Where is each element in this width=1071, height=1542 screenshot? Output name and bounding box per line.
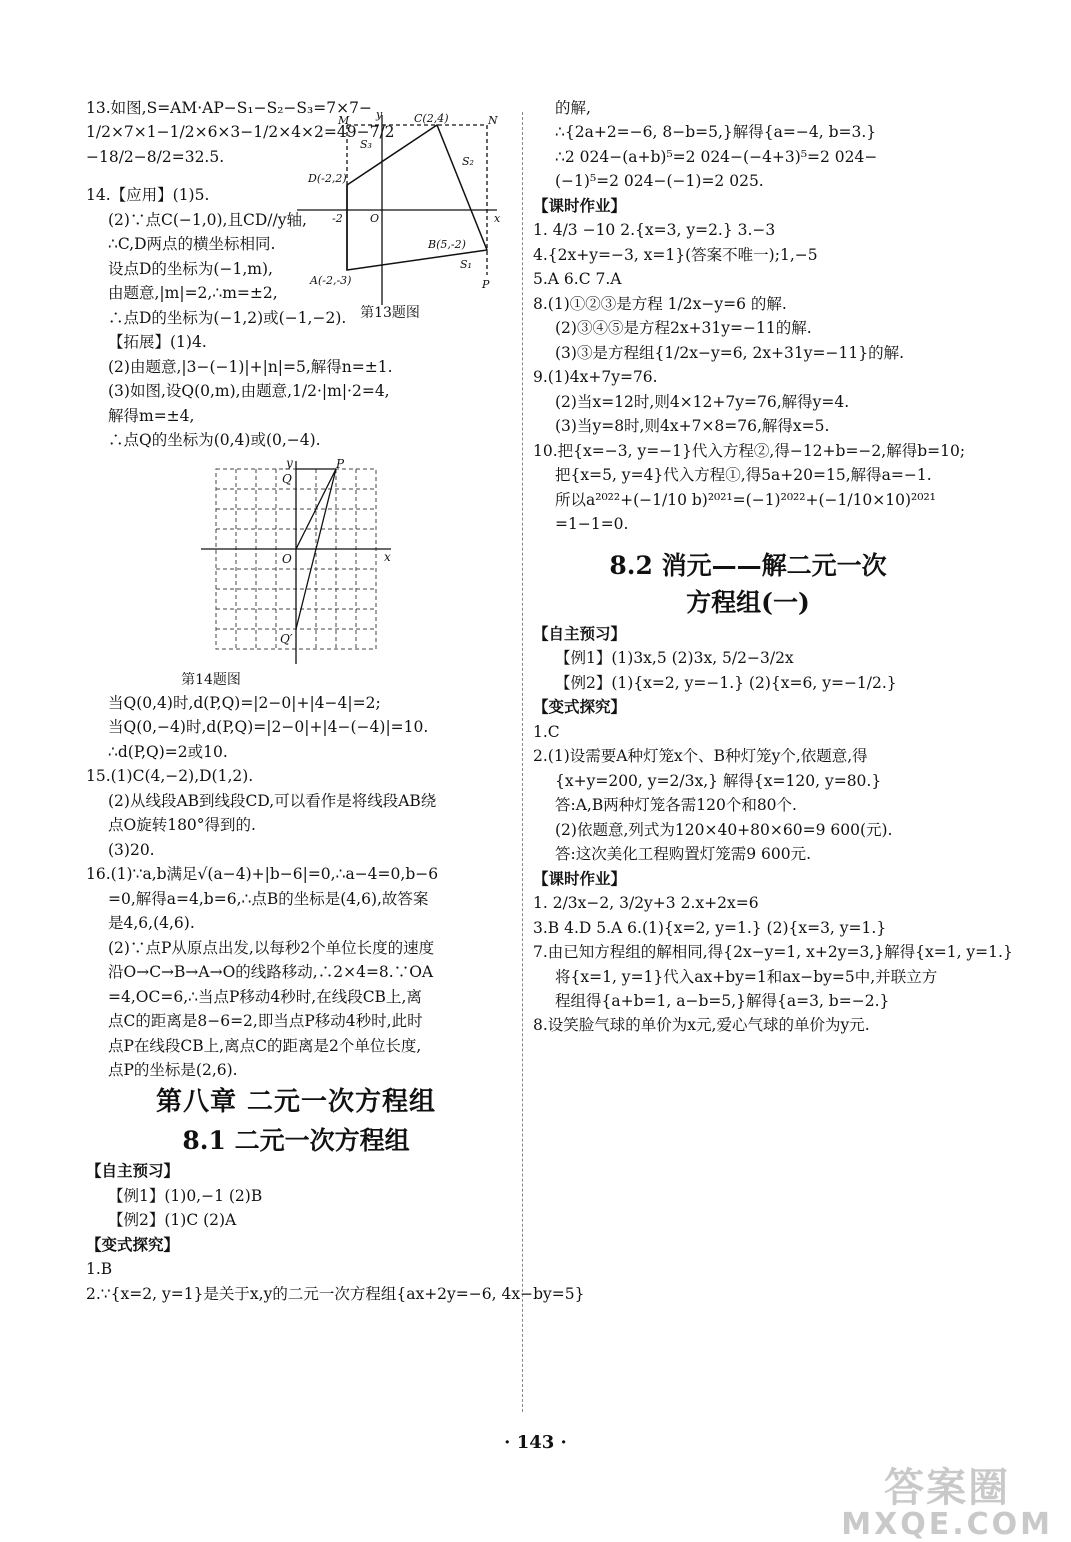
right-column [533, 96, 1013, 1038]
q14-line13: 当Q(0,−4)时,d(P,Q)=|2−0|+|4−(−4)|=10. [108, 718, 429, 737]
q16-line7: 点C的距离是8−6=2,即当点P移动4秒时,此时 [108, 1012, 423, 1031]
v2c: 答:A,B两种灯笼各需120个和80个. [555, 796, 797, 815]
q16-line1: 16.(1)∵a,b满足√(a−4)+|b−6|=0,∴a−4=0,b−6 [86, 865, 439, 884]
k10a: 10.把{x=−3, y=−1}代入方程②,得−12+b=−2,解得b=10; [533, 441, 966, 460]
q16-line8: 点P在线段CB上,离点C的距离是2个单位长度, [108, 1036, 422, 1055]
fig14-x-label: x [384, 549, 391, 564]
bianshi-heading-2: 【变式探究】 [533, 697, 627, 717]
q14-line3: ∴C,D两点的横坐标相同. [108, 235, 276, 254]
example-1: 【例1】(1)0,−1 (2)B [108, 1186, 263, 1205]
q14-line1: 14.【应用】(1)5. [86, 186, 210, 205]
bianshi-heading: 【变式探究】 [86, 1234, 180, 1254]
q15-line3: 点O旋转180°得到的. [108, 816, 256, 835]
r-line3: ∴2 024−(a+b)⁵=2 024−(−4+3)⁵=2 024− [555, 147, 878, 166]
v2b: {x+y=200, y=2/3x,} 解得{x=120, y=80.} [555, 771, 882, 790]
k8c: (3)③是方程组{1/2x−y=6, 2x+31y=−11}的解. [555, 343, 905, 362]
fig14-q-label: Q [282, 471, 292, 486]
k10b: 把{x=5, y=4}代入方程①,得5a+20=15,解得a=−1. [555, 466, 932, 485]
q16-line5: 沿O→C→B→A→O的线路移动,∴2×4=8.∵OA [108, 963, 434, 982]
q14-line4: 设点D的坐标为(−1,m), [108, 259, 273, 278]
q14-line7: 【拓展】(1)4. [108, 333, 207, 352]
section-8-1-title: 8.1 二元一次方程组 [182, 1125, 410, 1155]
figure-14 [196, 459, 396, 669]
q13-line3: −18/2−8/2=32.5. [86, 147, 225, 166]
v2a: 2.(1)设需要A种灯笼x个、B种灯笼y个,依题意,得 [533, 747, 868, 766]
e1: 【例1】(1)3x,5 (2)3x, 5/2−3/2x [555, 649, 794, 668]
c8: 8.设笑脸气球的单价为x元,爱心气球的单价为y元. [533, 1016, 870, 1035]
r-line2: ∴{2a+2=−6, 8−b=5,}解得{a=−4, b=3.} [555, 123, 877, 142]
fig13-y-label: y [376, 110, 383, 121]
page-number: · 143 · [504, 1432, 567, 1453]
v1: 1.C [533, 722, 560, 741]
k9c: (3)当y=8时,则4x+7×8=76,解得x=5. [555, 417, 830, 436]
q15-line4: (3)20. [108, 840, 155, 859]
column-divider [522, 112, 523, 1412]
fig14-p-label: P [336, 458, 345, 471]
fig13-d-label: D(-2,2) [308, 172, 347, 185]
figure-13 [292, 110, 502, 310]
r-line4: (−1)⁵=2 024−(−1)=2 025. [555, 172, 764, 191]
watermark-line1: 答案圈 [884, 1465, 1011, 1511]
k5: 5.A 6.C 7.A [533, 270, 622, 289]
keshi-heading-2: 【课时作业】 [533, 868, 627, 888]
keshi-heading-1: 【课时作业】 [533, 195, 627, 215]
c7a: 7.由已知方程组的解相同,得{2x−y=1, x+2y=3,}解得{x=1, y=1.} [533, 943, 1013, 962]
c1: 1. 2/3x−2, 3/2y+3 2.x+2x=6 [533, 894, 759, 913]
q13-line1: 13.如图,S=AM·AP−S₁−S₂−S₃=7×7− [86, 99, 372, 117]
fig13-s3-label: S₃ [360, 138, 372, 151]
k9a: 9.(1)4x+7y=76. [533, 368, 658, 387]
q14-line10: 解得m=±4, [108, 406, 195, 425]
q15-line2: (2)从线段AB到线段CD,可以看作是将线段AB绕 [108, 791, 437, 810]
fig13-x-label: x [494, 212, 501, 225]
variant-1: 1.B [86, 1260, 113, 1279]
example-2: 【例2】(1)C (2)A [108, 1211, 237, 1230]
q16-line9: 点P的坐标是(2,6). [108, 1061, 238, 1080]
watermark-line2: MXQE.COM [841, 1507, 1053, 1542]
fig13-s1-label: S₁ [460, 258, 472, 271]
c7b: 将{x=1, y=1}代入ax+by=1和ax−by=5中,并联立方 [555, 967, 938, 986]
fig14-origin-label: O [282, 551, 292, 566]
q14-line6: ∴点D的坐标为(−1,2)或(−1,−2). [108, 308, 347, 327]
q16-line2: =0,解得a=4,b=6,∴点B的坐标是(4,6),故答案 [108, 889, 429, 908]
q14-line11: ∴点Q的坐标为(0,4)或(0,−4). [108, 431, 321, 450]
q16-line4: (2)∵点P从原点出发,以每秒2个单位长度的速度 [108, 938, 435, 957]
v2d: (2)依题意,列式为120×40+80×60=9 600(元). [555, 820, 893, 839]
fig13-b-label: B(5,-2) [428, 238, 466, 251]
fig14-caption: 第14题图 [181, 671, 241, 688]
q14-line5: 由题意,|m|=2,∴m=±2, [108, 284, 278, 303]
fig13-a-label: A(-2,-3) [310, 274, 352, 287]
fig13-origin-label: O [370, 212, 380, 225]
k8a: 8.(1)①②③是方程 1/2x−y=6 的解. [533, 294, 787, 313]
k10c: 所以a²⁰²²+(−1/10 b)²⁰²¹=(−1)²⁰²²+(−1/10×10)²⁰²¹ [555, 490, 936, 509]
k4: 4.{2x+y=−3, x=1}(答案不唯一);1,−5 [533, 245, 818, 264]
q14-line8: (2)由题意,|3−(−1)|+|n|=5,解得n=±1. [108, 357, 393, 376]
v2e: 答:这次美化工程购置灯笼需9 600元. [555, 845, 812, 864]
section-8-2-title-line1: 8.2 消元——解二元一次 [609, 550, 887, 580]
r-line1: 的解, [555, 99, 591, 117]
fig13-minus2-label: -2 [332, 212, 343, 225]
c3: 3.B 4.D 5.A 6.(1){x=2, y=1.} (2){x=3, y=1.} [533, 918, 887, 937]
q16-line3: 是4,6,(4,6). [108, 914, 195, 933]
q13-line2: 1/2×7×1−1/2×6×3−1/2×4×2=49−7/2 [86, 123, 395, 142]
q14-line2: (2)∵点C(−1,0),且CD//y轴, [108, 210, 307, 229]
fig14-qprime-label: Q′ [280, 631, 293, 646]
fig13-p-label: P [482, 278, 490, 291]
zizhu-heading-2: 【自主预习】 [533, 623, 627, 643]
fig13-m-label: M [338, 114, 350, 127]
fig13-n-label: N [488, 114, 498, 127]
q14-line9: (3)如图,设Q(0,m),由题意,1/2·|m|·2=4, [108, 382, 390, 401]
fig13-s2-label: S₂ [462, 155, 474, 168]
q14-line12: 当Q(0,4)时,d(P,Q)=|2−0|+|4−4|=2; [108, 693, 381, 712]
fig13-c-label: C(2,4) [414, 112, 449, 125]
chapter-title: 第八章 二元一次方程组 [155, 1086, 437, 1117]
c7c: 程组得{a+b=1, a−b=5,}解得{a=3, b=−2.} [555, 991, 890, 1010]
k9b: (2)当x=12时,则4×12+7y=76,解得y=4. [555, 392, 850, 411]
k8b: (2)③④⑤是方程2x+31y=−11的解. [555, 319, 812, 338]
section-8-2-title-line2: 方程组(一) [686, 588, 810, 618]
q14-line14: ∴d(P,Q)=2或10. [108, 742, 228, 761]
zizhu-heading: 【自主预习】 [86, 1161, 180, 1181]
variant-2: 2.∵{x=2, y=1}是关于x,y的二元一次方程组{ax+2y=−6, 4x−by=5} [86, 1284, 585, 1303]
watermark [841, 1465, 1053, 1542]
k10d: =1−1=0. [555, 515, 629, 534]
q15-line1: 15.(1)C(4,−2),D(1,2). [86, 767, 254, 786]
fig13-caption: 第13题图 [360, 305, 420, 321]
e2: 【例2】(1){x=2, y=−1.} (2){x=6, y=−1/2.} [555, 673, 897, 692]
fig14-y-label: y [286, 458, 293, 470]
k1: 1. 4/3 −10 2.{x=3, y=2.} 3.−3 [533, 221, 776, 240]
q16-line6: =4,OC=6,∴当点P移动4秒时,在线段CB上,离 [108, 987, 422, 1006]
